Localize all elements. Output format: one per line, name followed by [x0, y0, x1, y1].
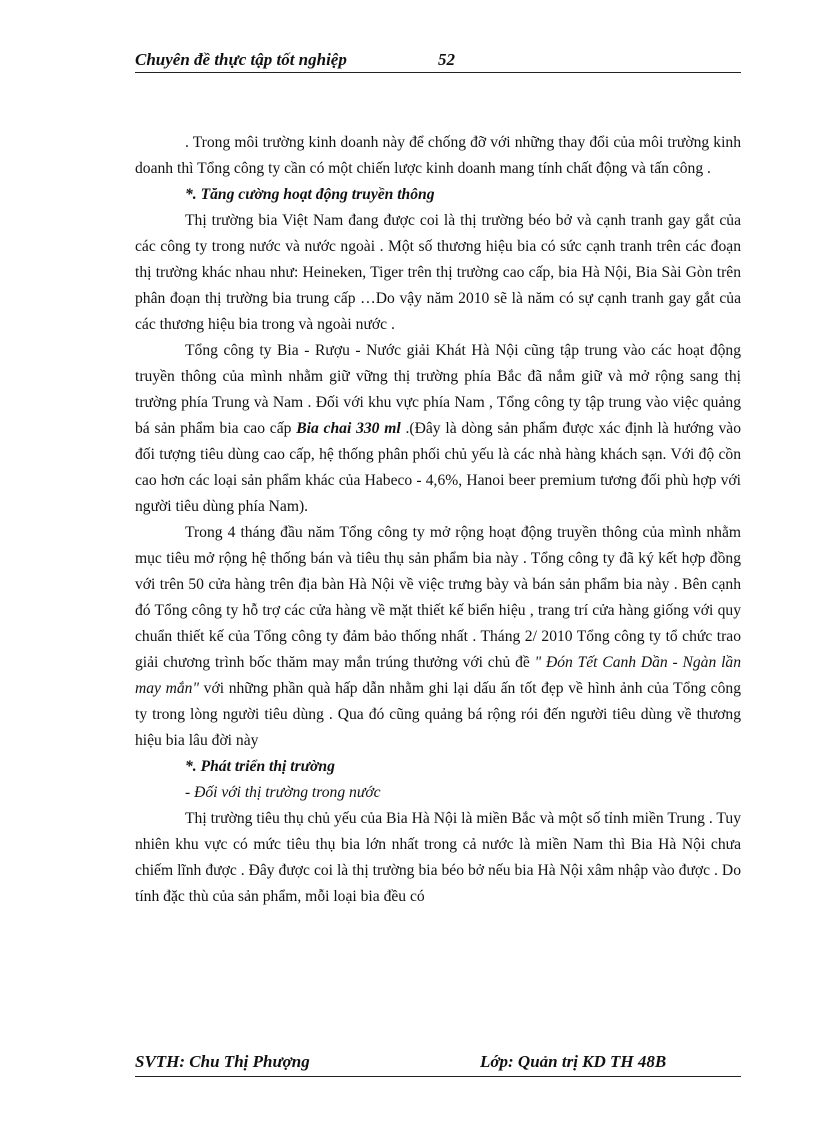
paragraph-1: . Trong môi trường kinh doanh này để chống đỡ với những thay đổi của môi trường kinh doanh thì Tổng công ty cần có một chiến lược kinh doanh mang tính chất động và tấn công . [135, 134, 741, 177]
section-heading-market-development: *. Phát triển thị trường [185, 758, 335, 775]
paragraph-3 [135, 338, 741, 520]
promotion-theme: " Đón Tết Canh Dần - Ngàn lần may mắn" [135, 654, 741, 697]
document-title: Chuyên đề thực tập tốt nghiệp [135, 50, 347, 69]
paragraph-3-text-b: .(Đây là dòng sản phẩm được xác định là hướng vào đối tượng tiêu dùng cao cấp, hệ thống phân phối chủ yếu là các nhà hàng khách sạn. Với độ cồn cao hơn các loại sản phẩm khác của Habeco - 4,6%, Hanoi beer premium tương đối phù hợp với người tiêu dùng phía Nam). [135, 420, 741, 515]
paragraph-2: Thị trường bia Việt Nam đang được coi là thị trường béo bở và cạnh tranh gay gắt của các công ty trong nước và nước ngoài . Một số thương hiệu bia có sức cạnh tranh trên các đoạn thị trường khác nhau như: Heineken, Tiger trên thị trường cao cấp, bia Hà Nội, Bia Sài Gòn trên phân đoạn thị trường bia trung cấp …Do vậy năm 2010 sẽ là năm có sự cạnh tranh gay gắt của các thương hiệu bia trong và ngoài nước . [135, 212, 741, 333]
class-name: Lớp: Quản trị KD TH 48B [480, 1052, 667, 1071]
page-number: 52 [438, 50, 455, 69]
page-footer [135, 1052, 741, 1077]
paragraph-5: Thị trường tiêu thụ chủ yếu của Bia Hà Nội là miền Bắc và một số tỉnh miền Trung . Tuy nhiên khu vực có mức tiêu thụ bia lớn nhất trong cả nước là miền Nam thì Bia Hà Nội chưa chiếm lĩnh được . Đây được coi là thị trường bia béo bở nếu bia Hà Nội xâm nhập vào được . Do tính đặc thù của sản phẩm, mỗi loại bia đều có [135, 810, 741, 905]
document-body [135, 130, 741, 910]
student-name: SVTH: Chu Thị Phượng [135, 1052, 310, 1071]
section-heading-communication: *. Tăng cường hoạt động truyền thông [185, 186, 435, 203]
paragraph-4 [135, 520, 741, 754]
paragraph-4-text-b: với những phần quà hấp dẫn nhằm ghi lại dấu ấn tốt đẹp về hình ảnh của Tổng công ty trong lòng người tiêu dùng . Qua đó cũng quảng bá rộng rói đến người tiêu dùng về thương hiệu bia lâu đời này [135, 680, 741, 749]
paragraph-3-text-a: Tổng công ty Bia - Rượu - Nước giải Khát Hà Nội cũng tập trung vào các hoạt động truyền thông của mình nhằm giữ vững thị trường phía Bắc đã nắm giữ và mở rộng sang thị trường phía Trung và Nam . Đối với khu vực phía Nam , Tổng công ty tập trung vào việc quảng bá sản phẩm bia cao cấp [135, 342, 741, 437]
product-name: Bia chai 330 ml [296, 420, 401, 437]
page-header [135, 48, 741, 73]
subheading-domestic-market: - Đối với thị trường trong nước [185, 784, 381, 801]
paragraph-4-text-a: Trong 4 tháng đầu năm Tổng công ty mở rộng hoạt động truyền thông của mình nhằm mục tiêu mở rộng hệ thống bán và tiêu thụ sản phẩm bia này . Tổng công ty đã ký kết hợp đồng với trên 50 cửa hàng trên địa bàn Hà Nội về việc trưng bày và bán sản phẩm bia này . Bên cạnh đó Tổng công ty hỗ trợ các cửa hàng về mặt thiết kế biển hiệu , trang trí cửa hàng giống với quy chuẩn thiết kế của Tổng công ty đảm bảo thống nhất . Tháng 2/ 2010 Tổng công ty tổ chức trao giải chương trình bốc thăm may mắn trúng thưởng với chủ đề [135, 524, 741, 671]
